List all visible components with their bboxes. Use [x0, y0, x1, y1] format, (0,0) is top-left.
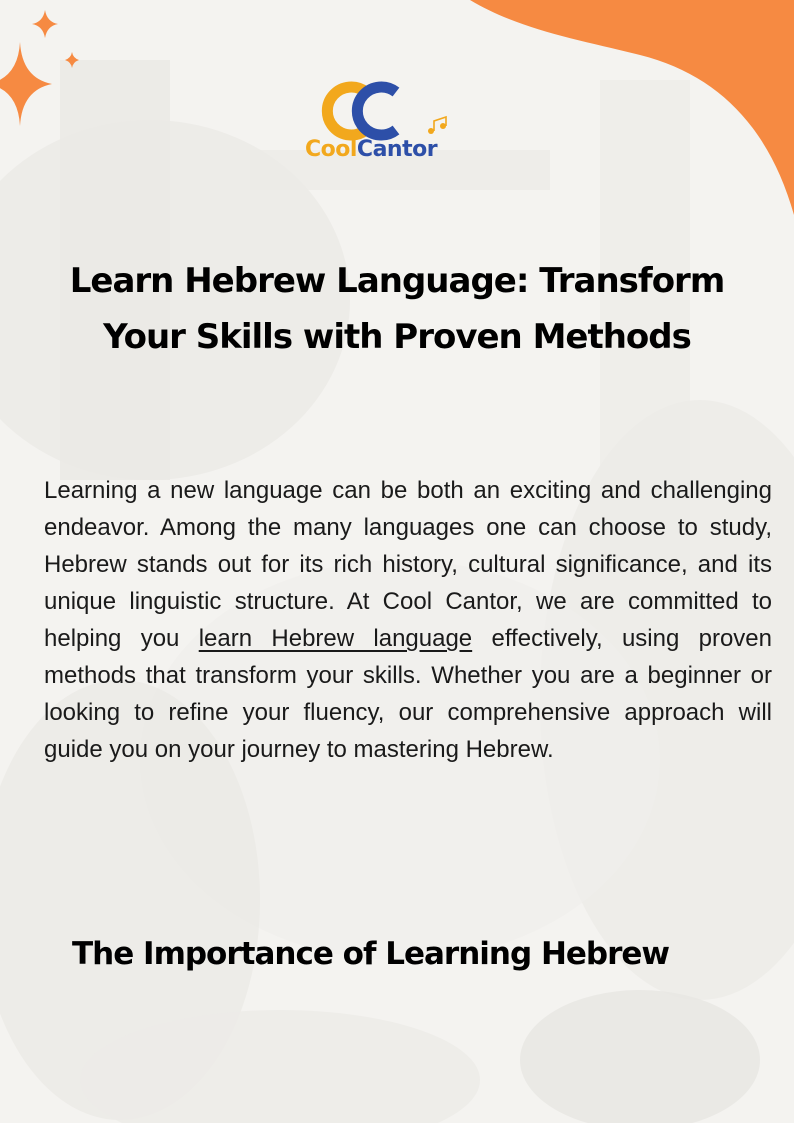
- page-title: Learn Hebrew Language: Transform Your Skills with Proven Methods: [69, 261, 725, 357]
- intro-paragraph: [44, 472, 772, 768]
- logo-wordmark: [305, 137, 437, 162]
- logo-word-cool: Cool: [305, 137, 357, 162]
- logo-word-cantor: Cantor: [356, 137, 438, 162]
- section-heading: The Importance of Learning Hebrew: [72, 936, 670, 972]
- sparkle-icon: [0, 0, 100, 140]
- learn-hebrew-link[interactable]: learn Hebrew language: [198, 625, 473, 652]
- intro-text-end: effectively, using proven methods that transform your skills. Whether you are a beginner or looking to refine your fluency, our comprehensive approach will guide you on your journey to mastering Hebrew.: [44, 625, 773, 763]
- intro-text-start: Learning a new language can be both an exciting and challenging endeavor. Among the many languages one can choose to study, Hebrew stands out for its rich history, cultural significance, and its unique linguistic structure. At Cool Cantor, we are committed to helping you: [44, 477, 772, 652]
